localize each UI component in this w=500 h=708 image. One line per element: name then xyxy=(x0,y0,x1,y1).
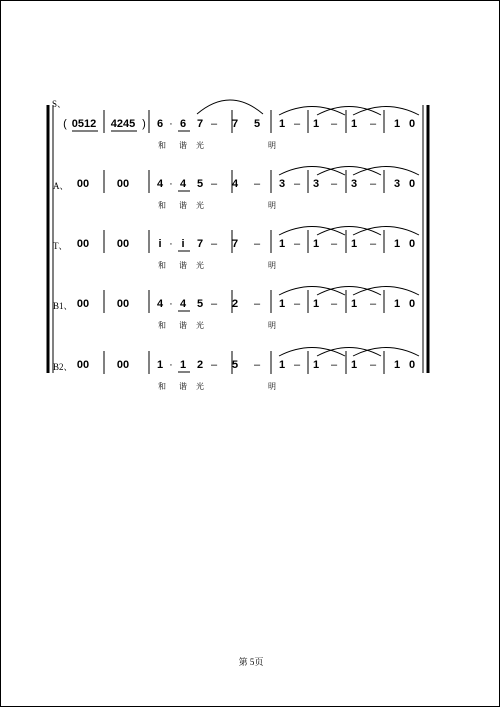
note: – xyxy=(210,118,218,130)
note: 1 xyxy=(312,118,320,130)
lyric-char: 和 xyxy=(158,201,166,210)
note: 7 xyxy=(196,118,204,130)
paren-open: ( xyxy=(63,118,67,130)
lyric-char: 光 xyxy=(196,382,204,391)
lyric-char: 和 xyxy=(158,261,166,270)
system-start-label: S、 xyxy=(52,99,67,109)
note: 7 xyxy=(231,238,239,250)
note: 4 xyxy=(179,298,187,310)
lyric-char: 光 xyxy=(196,141,204,150)
note: · xyxy=(169,359,173,371)
note: – xyxy=(293,238,301,250)
note: 2 xyxy=(231,298,239,310)
lyric-char: 和 xyxy=(158,141,166,150)
lyric-char: 谐 xyxy=(179,321,187,330)
note: 3 xyxy=(350,178,358,190)
note: 6 xyxy=(179,118,187,130)
note: – xyxy=(330,238,338,250)
note: 2 xyxy=(196,359,204,371)
note: 0 xyxy=(408,238,416,250)
lyric-char: 和 xyxy=(158,321,166,330)
note: 4 xyxy=(231,178,239,190)
lyric-char: 谐 xyxy=(179,382,187,391)
note: 5 xyxy=(231,359,239,371)
intro-measure-1: 00 xyxy=(76,359,90,371)
note: – xyxy=(369,178,377,190)
note: 6 xyxy=(156,118,164,130)
note: – xyxy=(253,238,261,250)
note: 1 xyxy=(278,238,286,250)
lyric-char: 和 xyxy=(158,382,166,391)
note: i xyxy=(158,238,162,250)
note: 1 xyxy=(156,359,164,371)
note: – xyxy=(369,238,377,250)
note: · xyxy=(169,238,173,250)
lyric-char: 谐 xyxy=(179,261,187,270)
note: 1 xyxy=(312,238,320,250)
note: 1 xyxy=(312,359,320,371)
note: 5 xyxy=(253,118,261,130)
lyric-char: 明 xyxy=(268,261,276,270)
lyric-char: 光 xyxy=(196,261,204,270)
slur xyxy=(197,100,263,114)
note: 1 xyxy=(350,238,358,250)
note: 3 xyxy=(393,178,401,190)
note: – xyxy=(253,178,261,190)
note: 1 xyxy=(350,118,358,130)
note: 4 xyxy=(156,178,164,190)
note: 0 xyxy=(408,178,416,190)
paren-close: ) xyxy=(142,118,146,130)
lyric-char: 谐 xyxy=(179,141,187,150)
intro-measure-2: 00 xyxy=(116,298,130,310)
intro-measure-1: 00 xyxy=(76,178,90,190)
note: 7 xyxy=(231,118,239,130)
lyric-char: 明 xyxy=(268,382,276,391)
intro-measure-1: 00 xyxy=(76,298,90,310)
note: – xyxy=(293,359,301,371)
intro-measure-2: 00 xyxy=(116,238,130,250)
note: 7 xyxy=(196,238,204,250)
note: 3 xyxy=(312,178,320,190)
note: 1 xyxy=(312,298,320,310)
intro-measure-2: 4245 xyxy=(110,118,136,130)
note: · xyxy=(169,118,173,130)
note: 0 xyxy=(408,298,416,310)
voice-label-bass1: B1、 xyxy=(53,301,73,311)
lyric-char: 明 xyxy=(268,201,276,210)
lyric-char: 光 xyxy=(196,321,204,330)
intro-measure-1: 00 xyxy=(76,238,90,250)
note: 1 xyxy=(278,118,286,130)
note: 1 xyxy=(179,359,187,371)
note: 1 xyxy=(393,238,401,250)
intro-measure-2: 00 xyxy=(116,359,130,371)
note: – xyxy=(330,178,338,190)
intro-measure-2: 00 xyxy=(116,178,130,190)
score-lines xyxy=(1,1,500,708)
note: · xyxy=(169,178,173,190)
note: – xyxy=(210,359,218,371)
note: 1 xyxy=(278,298,286,310)
note: – xyxy=(293,178,301,190)
note: – xyxy=(253,298,261,310)
lyric-char: 明 xyxy=(268,321,276,330)
note: 1 xyxy=(350,298,358,310)
note: – xyxy=(293,118,301,130)
note: – xyxy=(293,298,301,310)
voice-label-alto: A、 xyxy=(53,181,69,191)
note: – xyxy=(330,118,338,130)
lyric-char: 明 xyxy=(268,141,276,150)
note: 1 xyxy=(393,118,401,130)
lyric-char: 光 xyxy=(196,201,204,210)
lyric-char: 谐 xyxy=(179,201,187,210)
note: 1 xyxy=(393,359,401,371)
note: 3 xyxy=(278,178,286,190)
note: – xyxy=(210,238,218,250)
note: · xyxy=(169,298,173,310)
note: – xyxy=(210,298,218,310)
note: – xyxy=(210,178,218,190)
page-number: 第 5页 xyxy=(238,657,264,667)
note: – xyxy=(369,359,377,371)
note: 1 xyxy=(278,359,286,371)
note: – xyxy=(369,298,377,310)
note: 4 xyxy=(156,298,164,310)
note: i xyxy=(181,238,185,250)
note: 4 xyxy=(179,178,187,190)
voice-label-bass2: B2、 xyxy=(53,362,73,372)
note: 0 xyxy=(408,118,416,130)
intro-measure-1: 0512 xyxy=(71,118,97,130)
note: 1 xyxy=(350,359,358,371)
note: – xyxy=(253,359,261,371)
note: – xyxy=(330,359,338,371)
note: 0 xyxy=(408,359,416,371)
note: 1 xyxy=(393,298,401,310)
note: 5 xyxy=(196,298,204,310)
note: – xyxy=(369,118,377,130)
note: 5 xyxy=(196,178,204,190)
note: – xyxy=(330,298,338,310)
voice-label-tenor: T、 xyxy=(53,241,68,251)
